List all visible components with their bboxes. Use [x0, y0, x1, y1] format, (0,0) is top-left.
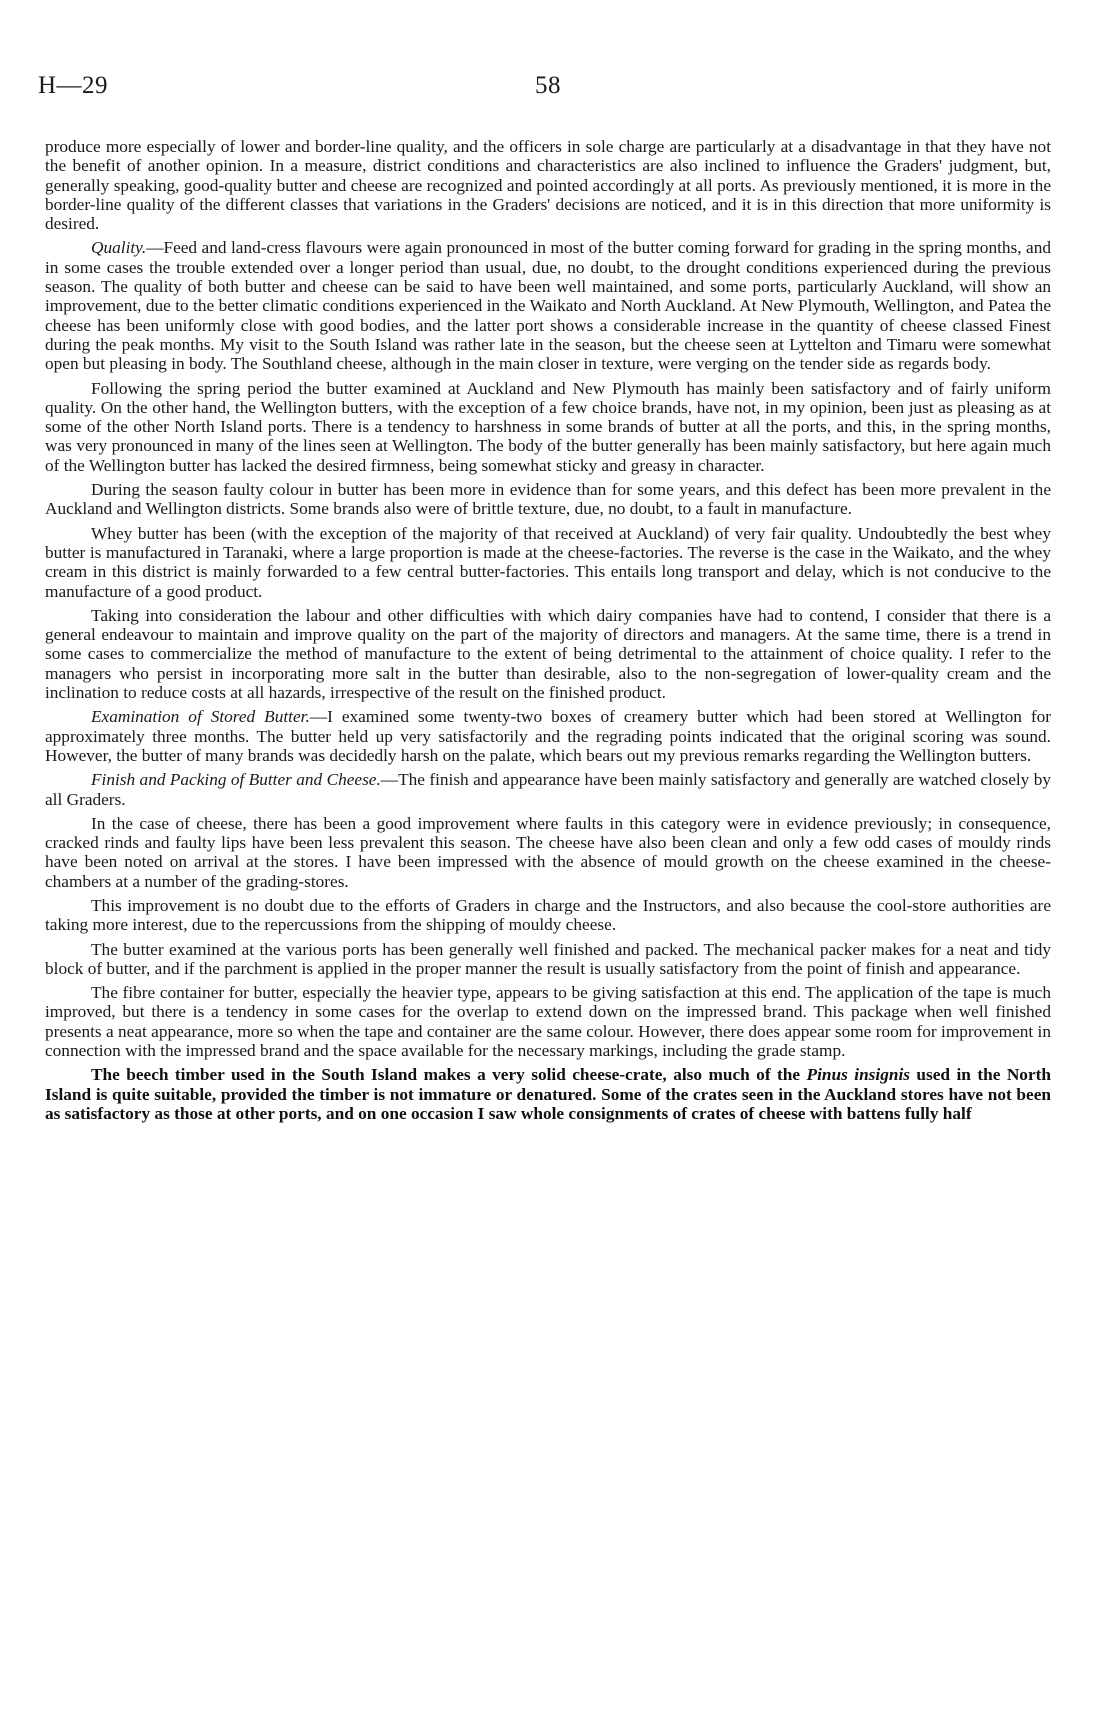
paragraph-cool-store — [45, 896, 1051, 935]
paragraph-text: Taking into consideration the labour and other difficulties with which dairy companies have had to contend, I consider that there is a general endeavour to maintain and improve quality on the part of the majority of directors and managers. At the same time, there is a trend in some cases to commercialize the method of manufacture to the extent of being detrimental to the attainment of choice quality. I refer to the managers who persist in incorporating more salt in the butter than desirable, also to the non-segregation of lower-quality cream and the inclination to reduce costs at all hazards, irrespective of the result on the finished product. — [45, 605, 1051, 703]
document-body — [45, 137, 1051, 1123]
paragraph-text: —Feed and land-cress flavours were again pronounced in most of the butter coming forward for grading in the spring months, and in some cases the trouble extended over a longer period than usual, due, no doubt, to the drought conditions experienced during the previous season. The quality of both butter and cheese can be said to have been well maintained, and some ports, particularly Auckland, will show an improvement, due to the better climatic conditions experienced in the Waikato and North Auckland. At New Plymouth, Wellington, and Patea the cheese has been uniformly close with good bodies, and the latter port shows a considerable increase in the quantity of cheese classed Finest during the peak months. My visit to the South Island was rather late in the season, but the cheese seen at Lyttelton and Timaru were somewhat open but pleasing in body. The Southland cheese, although in the main closer in texture, were verging on the tender side as regards body. — [45, 238, 1051, 374]
paragraph-mechanical-packer — [45, 940, 1051, 979]
paragraph-fibre-container — [45, 983, 1051, 1060]
section-heading-stored-butter: Examination of Stored Butter. — [91, 707, 310, 727]
paragraph-text: Following the spring period the butter examined at Auckland and New Plymouth has mainly been satisfactory and of fairly uniform quality. On the other hand, the Wellington butters, with the exception of a few choice brands, have not, in my opinion, been just as pleasing as at some of the other North Island ports. There is a tendency to harshness in some brands of butter at all the ports, and this, in the spring months, was very pronounced in many of the lines seen at Wellington. The body of the butter generally has been mainly satisfactory, but here again much of the Wellington butter has lacked the desired firmness, being somewhat sticky and greasy in character. — [45, 378, 1051, 475]
species-name: Pinus insignis — [806, 1065, 910, 1085]
paragraph-faulty-colour — [45, 480, 1051, 519]
paragraph-text: During the season faulty colour in butter has been more in evidence than for some years, and this defect has been more prevalent in the Auckland and Wellington districts. Some brands also were of brittle texture, due, no doubt, to a fault in manufacture. — [45, 480, 1051, 519]
paragraph-continued-from-previous-page — [45, 137, 1051, 233]
paragraph-spring-butter — [45, 379, 1051, 475]
paragraph-text: produce more especially of lower and border-line quality, and the officers in sole charge are particularly at a disadvantage in that they have not the benefit of another opinion. In a measure, district conditions and characteristics are also inclined to influence the Graders' judgment, but, generally speaking, good-quality butter and cheese are recognized and pointed accordingly at all ports. As previously mentioned, it is more in the border-line quality of the different classes that variations in the Graders' decisions are noticed, and it is in this direction that more uniformity is desired. — [45, 137, 1051, 234]
paragraph-text: used in the North Island is quite suitable, provided the timber is not immature or denatured. Some of the crates seen in the Auckland stores have not been as satisfactory as those at other ports, and on one occasion I saw whole consignments of crates of cheese with battens fully half — [45, 1065, 1051, 1123]
paragraph-text: The fibre container for butter, especially the heavier type, appears to be giving satisfaction at this end. The application of the tape is much improved, but there is a tendency in some cases for the overlap to extend down on the impressed brand. This package when well finished presents a neat appearance, more so when the tape and container are the same colour. However, there does appear some room for improvement in connection with the impressed brand and the space available for the necessary markings, including the grade stamp. — [45, 983, 1051, 1061]
paragraph-quality — [45, 238, 1051, 373]
paragraph-text: The butter examined at the various ports has been generally well finished and packed. The mechanical packer makes for a neat and tidy block of butter, and if the parchment is applied in the proper manner the result is usually satisfactory from the point of finish and appearance. — [45, 939, 1051, 978]
paragraph-text: Whey butter has been (with the exception of the majority of that received at Auckland) of very fair quality. Undoubtedly the best whey butter is manufactured in Taranaki, where a large proportion is made at the cheese-factories. The reverse is the case in the Waikato, and the whey cream in this district is mainly forwarded to a few central butter-factories. This entails long transport and delay, which is not conducive to the manufacture of a good product. — [45, 523, 1051, 601]
paragraph-stored-butter — [45, 707, 1051, 765]
section-heading-quality: Quality. — [91, 238, 147, 258]
paragraph-whey-butter — [45, 524, 1051, 601]
paragraph-finish-packing — [45, 770, 1051, 809]
paragraph-text: —The finish and appearance have been mainly satisfactory and generally are watched closely by all Graders. — [45, 770, 1051, 809]
paragraph-text: —I examined some twenty-two boxes of creamery butter which had been stored at Wellington for approximately three months. The butter held up very satisfactorily and the regrading points indicated that the original scoring was sound. However, the butter of many brands was decidedly harsh on the palate, which bears out my previous remarks regarding the Wellington butters. — [45, 707, 1051, 765]
page-header — [38, 72, 1058, 108]
paragraph-cheese-crate — [45, 1065, 1051, 1123]
document-code: H—29 — [38, 72, 109, 99]
section-heading-finish-packing: Finish and Packing of Butter and Cheese. — [91, 770, 381, 790]
paragraph-text: The beech timber used in the South Island makes a very solid cheese-crate, also much of the — [91, 1065, 807, 1085]
paragraph-labour-difficulties — [45, 606, 1051, 702]
paragraph-cheese-improvement — [45, 814, 1051, 891]
paragraph-text: This improvement is no doubt due to the efforts of Graders in charge and the Instructors, and also because the cool-store authorities are taking more interest, due to the repercussions from the shipping of mouldy cheese. — [45, 895, 1051, 935]
paragraph-text: In the case of cheese, there has been a good improvement where faults in this category were in evidence previously; in consequence, cracked rinds and faulty lips have been less prevalent this season. The cheese have also been clean and only a few odd cases of mouldy rinds have been noted on arrival at the stores. I have been impressed with the absence of mould growth on the cheese examined in the cheese-chambers at a number of the grading-stores. — [45, 813, 1051, 891]
page-number: 58 — [535, 72, 561, 99]
